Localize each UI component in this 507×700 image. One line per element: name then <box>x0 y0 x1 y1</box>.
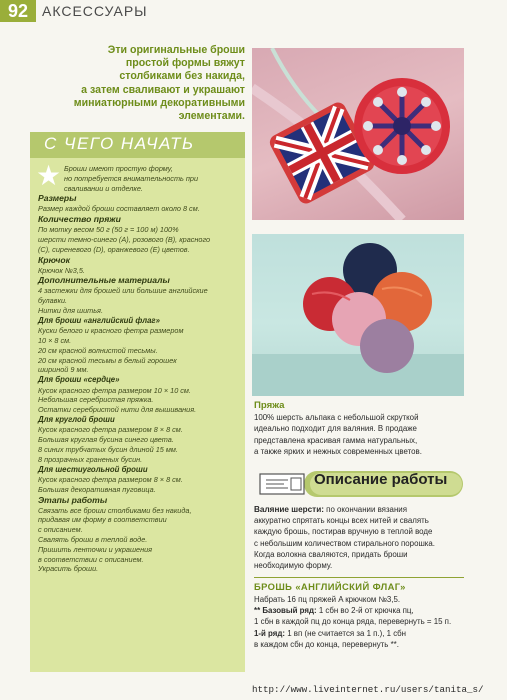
heart-brooch-line: Кусок красного фетра размером 10 × 10 см. <box>38 385 191 395</box>
heart-brooch-line: Небольшая серебристая пряжка. <box>38 395 154 405</box>
felting-line: каждую брошь, постирав вручную в теплой воде <box>254 527 433 537</box>
intro-line: а затем сваливают и украшают <box>81 83 245 96</box>
intro-line: Эти оригинальные броши <box>107 44 245 56</box>
felting-line: Когда волокна сваляются, придать броши <box>254 549 408 559</box>
yarn-line: 100% шерсть альпака с небольшой скруткой <box>254 413 419 422</box>
row1-text: 1 вп (не считается за 1 п.), 1 сбн <box>287 628 407 638</box>
row1-line <box>254 628 464 639</box>
heart-brooch-line: Остатки серебристой нити для вышивания. <box>38 405 197 415</box>
heart-brooch-heading: Для броши «сердце» <box>38 375 120 385</box>
brooch-line: Набрать 16 пц пряжей A крючком №3,5. <box>254 595 401 604</box>
yarn-line: идеально подходит для валяния. В продаже <box>254 424 417 434</box>
flag-brooch-title: БРОШЬ «АНГЛИЙСКИЙ ФЛАГ» <box>254 581 406 592</box>
sizes-heading: Размеры <box>38 193 77 204</box>
extra-materials-line: 4 застежки для брошей или большие английские <box>38 286 208 296</box>
hex-brooch-heading: Для шестиугольной броши <box>38 464 148 474</box>
flag-brooch-heading: Для броши «английский флаг» <box>38 315 160 325</box>
flag-brooch-line: Куски белого и красного фетра размером <box>38 326 184 336</box>
step-line: Пришить ленточки и украшения <box>38 544 153 554</box>
intro-line: миниатюрными декоративными <box>73 96 245 109</box>
step-line: в соответствии с описанием. <box>38 554 144 564</box>
pattern-chart-icon <box>258 472 306 496</box>
flag-brooch-line: шириной 9 мм. <box>38 365 89 375</box>
description-title: Описание работы <box>314 471 448 488</box>
yarn-balls-illustration <box>252 234 464 396</box>
base-row-label: ** Базовый ряд: <box>254 606 317 616</box>
panel-intro-line: сваливании и отделке. <box>64 183 143 193</box>
hook-text: Крючок №3,5. <box>38 265 85 275</box>
yarn-title: Пряжа <box>254 400 285 411</box>
panel-title: С ЧЕГО НАЧАТЬ <box>44 134 195 153</box>
brooch-line: в каждом сбн до конца, перевернуть **. <box>254 639 399 649</box>
materials-list <box>36 160 243 574</box>
step-line: Украсить броши. <box>38 564 99 574</box>
extra-materials-line: Нитки для шитья. <box>38 305 103 315</box>
round-brooch-heading: Для круглой броши <box>38 414 115 424</box>
hook-heading: Крючок <box>38 254 71 265</box>
brooches-illustration <box>252 48 464 220</box>
intro-line: столбиками без накида, <box>119 70 245 83</box>
yarn-description <box>254 412 464 458</box>
flag-brooch-line: 20 см красной тесьмы в белый горошек <box>38 355 177 365</box>
yarn-photo <box>252 234 464 396</box>
round-brooch-line: Большая круглая бусина синего цвета. <box>38 435 174 445</box>
steps-heading: Этапы работы <box>38 494 108 505</box>
yarn-quantity-line: (C), сиреневого (D), оранжевого (E) цветов. <box>38 244 190 254</box>
flag-brooch-instructions <box>254 594 464 650</box>
intro-line: простой формы вяжут <box>125 57 245 70</box>
flag-brooch-line: 20 см красной волнистой тесьмы. <box>38 345 158 355</box>
intro-line: элементами. <box>178 110 245 123</box>
felting-line: с небольшим количеством стирального порошка. <box>254 538 435 548</box>
hex-brooch-line: Кусок красного фетра размером 8 × 8 см. <box>38 474 183 484</box>
yarn-line: а также ярких и нежных современных цветов. <box>254 447 422 457</box>
star-icon: ★ <box>36 160 62 191</box>
page-number: 92 <box>0 0 36 22</box>
extra-materials-heading: Дополнительные материалы <box>38 275 170 286</box>
felting-line: аккуратно спрятать концы всех нитей и свалять <box>254 516 429 526</box>
hex-brooch-line: Большая декоративная пуговица. <box>38 484 156 494</box>
yarn-quantity-line: шерсти темно-синего (A), розового (B), красного <box>38 234 211 244</box>
step-line: Связать все броши столбиками без накида, <box>38 505 192 515</box>
base-row-line <box>254 605 464 616</box>
brooches-photo <box>252 48 464 220</box>
felting-instructions <box>254 504 464 571</box>
round-brooch-line: 8 синих трубчатых бусин длиной 15 мм. <box>38 444 178 454</box>
step-line: с описанием. <box>38 525 83 535</box>
panel-intro-line: Броши имеют простую форму, <box>64 164 173 173</box>
step-line: придавая им форму в соответствии <box>38 515 167 525</box>
round-brooch-line: Кусок красного фетра размером 8 × 8 см. <box>38 425 183 435</box>
step-line: Свалять броши в теплой воде. <box>38 534 148 544</box>
yarn-quantity-heading: Количество пряжи <box>38 214 121 225</box>
felting-first-line <box>254 504 464 515</box>
flag-brooch-line: 10 × 8 см. <box>38 335 72 345</box>
brooch-line: 1 сбн в каждой пц до конца ряда, перевернуть = 15 п. <box>254 617 452 627</box>
sizes-text: Размер каждой броши составляет около 8 см. <box>38 204 200 214</box>
felting-first-text: по окончании вязания <box>326 505 407 514</box>
felting-label: Валяние шерсти: <box>254 505 324 514</box>
row1-label: 1-й ряд: <box>254 628 286 638</box>
extra-materials-line: булавки. <box>38 296 68 306</box>
base-row-text: 1 сбн во 2-й от крючка пц, <box>318 606 414 616</box>
section-title: АКСЕССУАРЫ <box>42 3 148 19</box>
yarn-quantity-line: По мотку весом 50 г (50 г = 100 м) 100% <box>38 225 179 235</box>
yarn-line: представлена красивая гамма натуральных, <box>254 435 418 445</box>
round-brooch-line: 8 прозрачных граненых бусин. <box>38 454 143 464</box>
felting-line: необходимую форму. <box>254 561 333 571</box>
panel-intro-line: но потребуется внимательность при <box>64 173 199 183</box>
divider <box>254 577 464 578</box>
source-url[interactable]: http://www.liveinternet.ru/users/tanita_s/ <box>252 684 484 695</box>
intro-text <box>40 44 245 123</box>
